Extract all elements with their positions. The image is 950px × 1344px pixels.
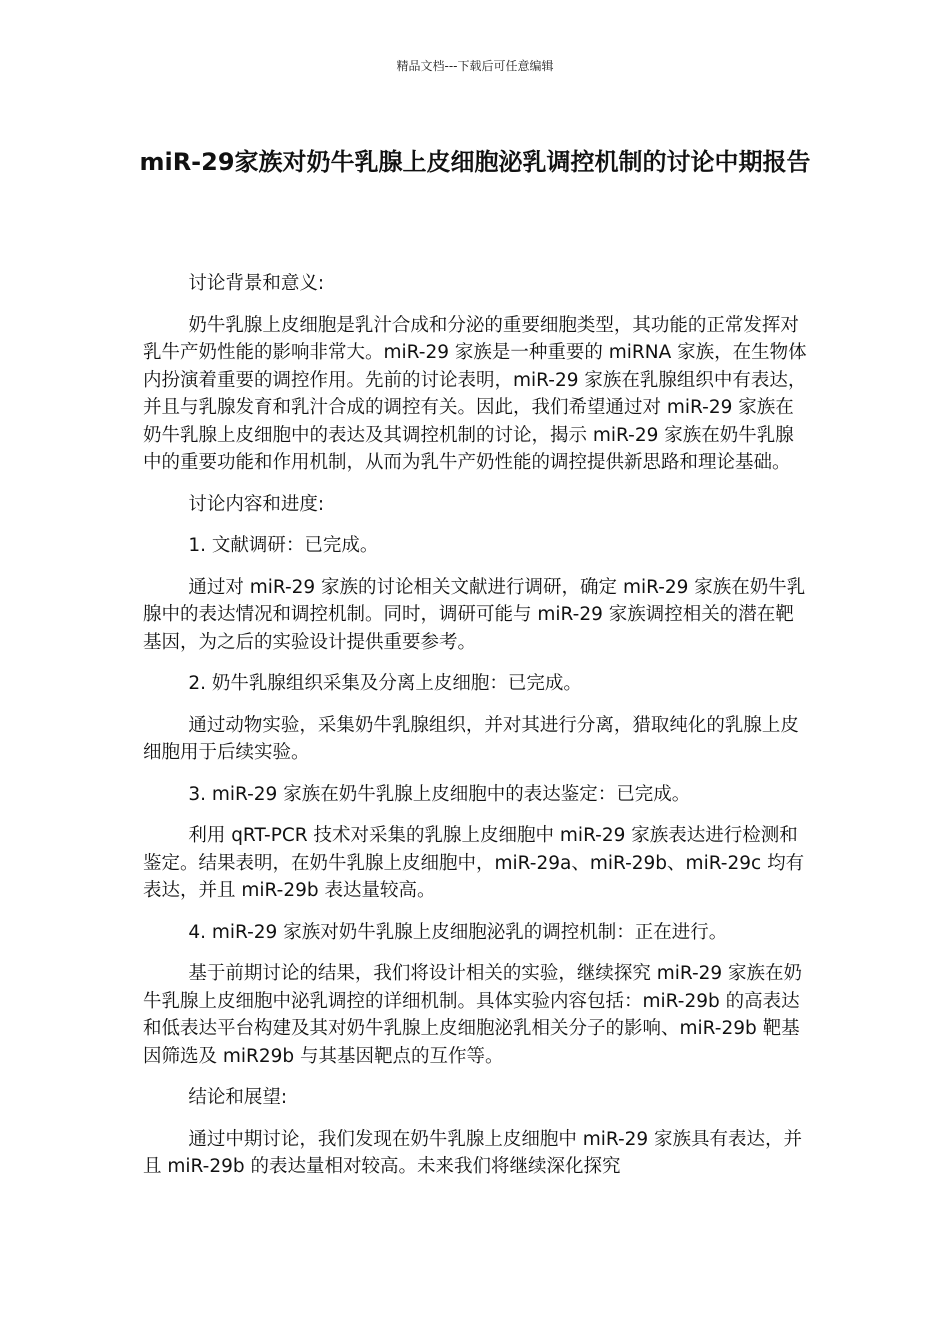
content-heading: 讨论内容和进度: [188, 493, 325, 515]
document-body [143, 270, 808, 1195]
item2-paragraph: 通过动物实验，采集奶牛乳腺组织，并对其进行分离，猎取纯化的乳腺上皮细胞用于后续实验。 [143, 714, 799, 763]
background-paragraph: 奶牛乳腺上皮细胞是乳汁合成和分泌的重要细胞类型，其功能的正常发挥对乳牛产奶性能的影响非常大。miR-29 家族是一种重要的 miRNA 家族，在生物体内扮演着重要的调控作用。先前的讨论表明，miR-29 家族在乳腺组织中有表达，并且与乳腺发育和乳汁合成的调控有关。因此，我们希望通过对 miR-29 家族在奶牛乳腺上皮细胞中的表达及其调控机制的讨论，揭示 miR-29 家族在奶牛乳腺中的重要功能和作用机制，从而为乳牛产奶性能的调控提供新思路和理论基础。 [143, 314, 807, 473]
item2-heading: 2. 奶牛乳腺组织采集及分离上皮细胞：已完成。 [188, 673, 582, 694]
background-heading: 讨论背景和意义: [188, 273, 325, 294]
document-title: miR-29家族对奶牛乳腺上皮细胞泌乳调控机制的讨论中期报告 [139, 148, 811, 176]
item3-paragraph: 利用 qRT-PCR 技术对采集的乳腺上皮细胞中 miR-29 家族表达进行检测和鉴定。结果表明，在奶牛乳腺上皮细胞中，miR-29a、miR-29b、miR-29c 均有表达，并且 miR-29b 表达量较高。 [143, 825, 805, 901]
header-note: 精品文档---下载后可任意编辑 [396, 59, 554, 73]
item4-heading: 4. miR-29 家族对奶牛乳腺上皮细胞泌乳的调控机制：正在进行。 [188, 921, 728, 943]
item1-heading: 1. 文献调研：已完成。 [188, 535, 379, 556]
item1-paragraph: 通过对 miR-29 家族的讨论相关文献进行调研，确定 miR-29 家族在奶牛乳腺中的表达情况和调控机制。同时，调研可能与 miR-29 家族调控相关的潜在靶基因，为之后的实验设计提供重要参考。 [143, 576, 806, 653]
item4-paragraph: 基于前期讨论的结果，我们将设计相关的实验，继续探究 miR-29 家族在奶牛乳腺上皮细胞中泌乳调控的详细机制。具体实验内容包括：miR-29b 的高表达和低表达平台构建及其对奶牛乳腺上皮细胞泌乳相关分子的影响、miR-29b 靶基因筛选及 miR29b 与其基因靶点的互作等。 [143, 963, 803, 1067]
conclusion-paragraph: 通过中期讨论，我们发现在奶牛乳腺上皮细胞中 miR-29 家族具有表达，并且 miR-29b 的表达量相对较高。未来我们将继续深化探究 [143, 1128, 803, 1177]
conclusion-heading: 结论和展望: [188, 1087, 288, 1108]
item3-heading: 3. miR-29 家族在奶牛乳腺上皮细胞中的表达鉴定：已完成。 [188, 783, 691, 805]
